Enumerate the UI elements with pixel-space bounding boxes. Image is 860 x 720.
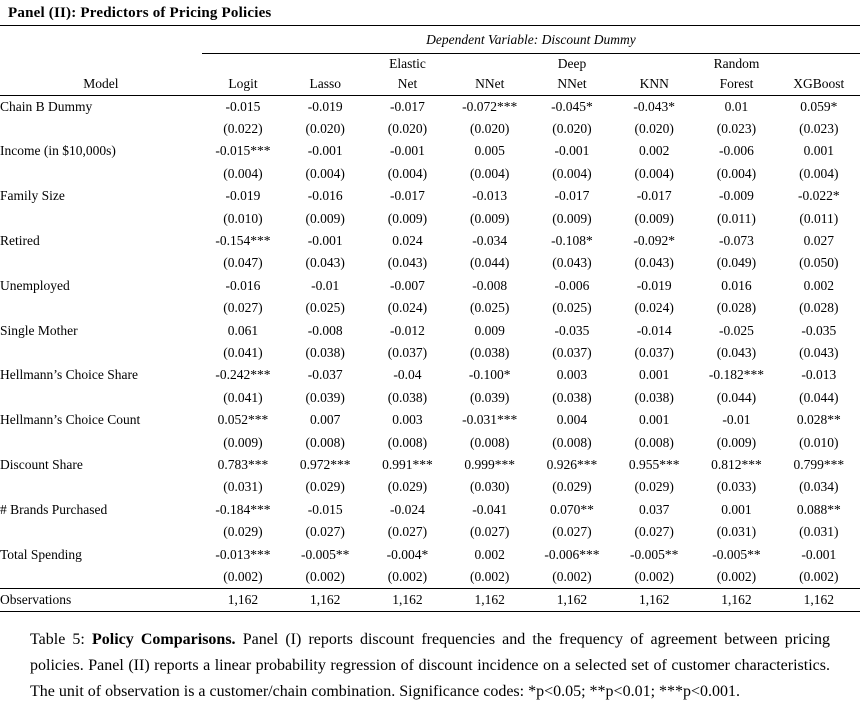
std-error-value: (0.004) [305, 165, 345, 181]
std-error-value: (0.025) [552, 300, 592, 316]
coefficient-value: -0.016 [225, 277, 261, 293]
coefficient-value: -0.006 [554, 277, 590, 293]
std-error-value: (0.020) [552, 121, 592, 137]
std-error-value: (0.041) [223, 344, 263, 360]
std-error-value: (0.002) [552, 568, 592, 584]
coefficient-value: 0.999*** [464, 456, 516, 472]
std-error-value: (0.038) [470, 344, 510, 360]
std-error-value: (0.009) [634, 210, 674, 226]
std-error-value: (0.028) [799, 300, 839, 316]
coefficient-value: -0.019 [225, 188, 261, 204]
coefficient-row [0, 364, 860, 386]
std-error-row [0, 431, 860, 453]
coefficient-value: 0.955*** [628, 456, 680, 472]
coefficient-row [0, 499, 860, 521]
header-spacer [0, 26, 202, 54]
std-error-value: (0.029) [552, 479, 592, 495]
std-error-value: (0.047) [223, 255, 263, 271]
std-error-value: (0.031) [716, 524, 757, 540]
row-spacer [0, 252, 202, 274]
std-error-value: (0.023) [799, 121, 839, 137]
observations-value: 1,162 [556, 591, 588, 607]
std-error-value: (0.010) [799, 434, 839, 450]
std-error-value: (0.027) [305, 524, 345, 540]
coefficient-value: -0.037 [307, 367, 343, 383]
caption-title: Policy Comparisons. [92, 630, 236, 648]
std-error-value: (0.004) [634, 165, 674, 181]
std-error-value: (0.020) [470, 121, 510, 137]
observations-value: 1,162 [474, 591, 505, 607]
coefficient-row [0, 230, 860, 252]
row-spacer [0, 118, 202, 140]
std-error-value: (0.043) [799, 344, 839, 360]
coefficient-value: 0.037 [639, 501, 670, 517]
column-group-label [202, 54, 284, 74]
model-column-header: Model [83, 76, 119, 92]
std-error-value: (0.037) [387, 344, 428, 360]
observations-value: 1,162 [803, 591, 834, 607]
std-error-row [0, 342, 860, 364]
std-error-value: (0.002) [799, 568, 839, 584]
std-error-value: (0.004) [716, 165, 757, 181]
coefficient-value: 0.070** [550, 501, 594, 517]
coefficient-value: -0.009 [719, 188, 754, 204]
std-error-value: (0.009) [470, 210, 510, 226]
std-error-value: (0.027) [223, 300, 263, 316]
std-error-row [0, 521, 860, 543]
variable-label: # Brands Purchased [0, 501, 108, 517]
std-error-value: (0.009) [716, 434, 757, 450]
variable-label: Family Size [0, 188, 65, 204]
variable-label: Hellmann’s Choice Share [0, 367, 138, 383]
coefficient-value: -0.005** [301, 546, 350, 562]
coefficient-value: -0.035 [801, 322, 837, 338]
std-error-value: (0.044) [799, 389, 839, 405]
coefficient-row [0, 319, 860, 341]
variable-label: Retired [0, 233, 40, 249]
column-header: Forest [719, 76, 754, 92]
coefficient-value: 0.027 [803, 233, 834, 249]
column-group-label: Deep [557, 55, 587, 71]
variable-label: Chain B Dummy [0, 98, 93, 114]
coefficient-value: -0.022* [797, 188, 840, 204]
std-error-value: (0.033) [716, 479, 757, 495]
std-error-value: (0.002) [223, 568, 263, 584]
std-error-value: (0.027) [552, 524, 592, 540]
row-spacer [0, 342, 202, 364]
std-error-value: (0.002) [387, 568, 428, 584]
coefficient-value: 0.003 [556, 367, 588, 383]
coefficient-value: -0.001 [307, 233, 343, 249]
coefficient-value: 0.783*** [217, 456, 269, 472]
coefficient-value: -0.001 [801, 546, 837, 562]
column-header: Logit [228, 76, 258, 92]
coefficient-value: -0.013 [472, 188, 508, 204]
std-error-value: (0.031) [799, 524, 839, 540]
std-error-value: (0.029) [305, 479, 345, 495]
coefficient-value: -0.045* [551, 98, 593, 114]
coefficient-value: -0.024 [390, 501, 425, 517]
std-error-value: (0.009) [387, 210, 428, 226]
std-error-value: (0.020) [305, 121, 345, 137]
variable-label: Unemployed [0, 277, 70, 293]
coefficient-value: -0.012 [390, 322, 425, 338]
std-error-value: (0.039) [470, 389, 510, 405]
coefficient-value: -0.015*** [215, 143, 271, 159]
std-error-value: (0.024) [634, 300, 674, 316]
column-group-label [778, 54, 860, 74]
std-error-row [0, 387, 860, 409]
coefficient-value: -0.019 [636, 277, 672, 293]
std-error-value: (0.039) [305, 389, 345, 405]
row-spacer [0, 207, 202, 229]
row-spacer [0, 297, 202, 319]
coefficient-row [0, 409, 860, 431]
coefficient-value: -0.100* [468, 367, 511, 383]
coefficient-value: -0.072*** [462, 98, 518, 114]
variable-label: Income (in $10,000s) [0, 143, 116, 159]
panel-title: Panel (II): Predictors of Pricing Policies [8, 5, 272, 21]
std-error-value: (0.004) [799, 165, 839, 181]
column-header: NNet [475, 76, 505, 92]
std-error-value: (0.004) [470, 165, 510, 181]
coefficient-value: 0.009 [474, 322, 505, 338]
std-error-value: (0.020) [634, 121, 674, 137]
coefficient-value: 0.812*** [711, 456, 762, 472]
coefficient-value: -0.006 [719, 143, 754, 159]
coefficient-value: -0.001 [554, 143, 590, 159]
column-group-label: Random [713, 55, 760, 71]
coefficient-value: 0.001 [721, 501, 752, 517]
std-error-value: (0.024) [387, 300, 428, 316]
std-error-value: (0.029) [634, 479, 674, 495]
coefficient-value: -0.017 [636, 188, 672, 204]
std-error-value: (0.044) [716, 389, 757, 405]
coefficient-value: -0.01 [311, 277, 340, 293]
std-error-value: (0.037) [634, 344, 674, 360]
column-header-row [0, 74, 860, 96]
std-error-value: (0.038) [552, 389, 592, 405]
coefficient-row [0, 140, 860, 162]
std-error-value: (0.008) [470, 434, 510, 450]
coefficient-value: 0.002 [639, 143, 670, 159]
std-error-value: (0.022) [223, 121, 263, 137]
coefficient-value: -0.001 [390, 143, 425, 159]
coefficient-value: 0.061 [227, 322, 259, 338]
std-error-value: (0.038) [305, 344, 345, 360]
row-spacer [0, 431, 202, 453]
coefficient-value: -0.031*** [462, 412, 518, 428]
coefficient-value: 0.799*** [793, 456, 845, 472]
coefficient-value: -0.073 [719, 233, 754, 249]
variable-label: Discount Share [0, 456, 83, 472]
std-error-value: (0.029) [223, 524, 263, 540]
std-error-value: (0.008) [305, 434, 345, 450]
std-error-value: (0.004) [552, 165, 592, 181]
std-error-value: (0.043) [305, 255, 345, 271]
coefficient-value: -0.017 [390, 98, 425, 114]
column-group-label [449, 54, 531, 74]
coefficient-row [0, 454, 860, 476]
std-error-row [0, 163, 860, 185]
column-header: KNN [639, 76, 669, 92]
std-error-value: (0.043) [716, 344, 757, 360]
std-error-value: (0.028) [716, 300, 757, 316]
std-error-value: (0.043) [552, 255, 592, 271]
std-error-value: (0.038) [634, 389, 674, 405]
std-error-value: (0.008) [552, 434, 592, 450]
std-error-value: (0.027) [470, 524, 510, 540]
coefficient-value: -0.015 [307, 501, 343, 517]
std-error-value: (0.010) [223, 210, 263, 226]
coefficient-value: -0.154*** [215, 233, 271, 249]
coefficient-value: 0.002 [474, 546, 505, 562]
coefficient-row [0, 185, 860, 207]
coefficient-value: 0.01 [724, 98, 749, 114]
variable-label: Hellmann’s Choice Count [0, 412, 141, 428]
std-error-value: (0.009) [552, 210, 592, 226]
row-spacer [0, 521, 202, 543]
std-error-row [0, 297, 860, 319]
std-error-value: (0.002) [470, 568, 510, 584]
std-error-value: (0.011) [717, 210, 756, 226]
coefficient-value: -0.184*** [215, 501, 271, 517]
coefficient-value: 0.059* [800, 98, 838, 114]
coefficient-value: 0.002 [803, 277, 834, 293]
coefficient-value: -0.025 [719, 322, 754, 338]
coefficient-value: 0.052*** [217, 412, 269, 428]
coefficient-value: -0.008 [472, 277, 508, 293]
coefficient-value: -0.092* [633, 233, 676, 249]
column-header: XGBoost [793, 76, 845, 92]
caption-body: Panel (I) reports discount frequencies and the frequency of agreement between pricing policies. Panel (II) reports a linear probability regression of discount incidence on a selected set of customer characteristics. The unit of observation is a customer/chain combination. Significance codes: *p<0.05; **p<0.01; ***p<0.001. [30, 630, 831, 700]
std-error-value: (0.041) [223, 389, 263, 405]
header-spacer [0, 54, 202, 74]
row-spacer [0, 163, 202, 185]
coefficient-value: -0.015 [225, 98, 261, 114]
observations-row [0, 588, 860, 611]
variable-label: Single Mother [0, 322, 78, 338]
coefficient-value: -0.043* [633, 98, 676, 114]
coefficient-value: -0.041 [472, 501, 508, 517]
observations-value: 1,162 [310, 591, 341, 607]
std-error-row [0, 118, 860, 140]
table-body [0, 96, 860, 612]
table-header [0, 26, 860, 96]
std-error-value: (0.008) [387, 434, 428, 450]
coefficient-value: 0.024 [392, 233, 423, 249]
std-error-value: (0.030) [470, 479, 510, 495]
std-error-value: (0.043) [634, 255, 674, 271]
coefficient-value: -0.019 [307, 98, 343, 114]
std-error-value: (0.037) [552, 344, 592, 360]
caption-prefix: Table 5: [30, 630, 85, 648]
coefficient-value: 0.001 [803, 143, 834, 159]
coefficient-value: -0.035 [554, 322, 590, 338]
coefficient-value: 0.001 [639, 367, 670, 383]
coefficient-value: -0.017 [554, 188, 590, 204]
regression-table [0, 25, 860, 612]
std-error-value: (0.023) [716, 121, 757, 137]
column-header: NNet [557, 76, 587, 92]
coefficient-value: -0.013 [801, 367, 837, 383]
observations-value: 1,162 [721, 591, 752, 607]
coefficient-value: -0.108* [551, 233, 593, 249]
std-error-value: (0.025) [305, 300, 345, 316]
std-error-value: (0.025) [470, 300, 510, 316]
coefficient-value: -0.017 [390, 188, 425, 204]
std-error-value: (0.009) [223, 434, 263, 450]
std-error-value: (0.020) [387, 121, 428, 137]
coefficient-value: 0.972*** [299, 456, 351, 472]
std-error-value: (0.027) [387, 524, 428, 540]
std-error-value: (0.011) [799, 210, 839, 226]
std-error-value: (0.002) [634, 568, 674, 584]
coefficient-row [0, 275, 860, 297]
coefficient-value: -0.008 [307, 322, 343, 338]
coefficient-value: -0.242*** [215, 367, 271, 383]
coefficient-value: -0.182*** [708, 367, 765, 383]
coefficient-value: -0.006*** [544, 546, 600, 562]
dependent-variable-row [0, 26, 860, 54]
coefficient-value: 0.001 [639, 412, 670, 428]
coefficient-value: -0.007 [390, 277, 425, 293]
std-error-value: (0.009) [305, 210, 345, 226]
coefficient-value: -0.013*** [215, 546, 271, 562]
observations-value: 1,162 [392, 591, 423, 607]
coefficient-value: -0.001 [307, 143, 343, 159]
coefficient-value: -0.005** [630, 546, 679, 562]
std-error-row [0, 476, 860, 498]
coefficient-value: 0.088** [796, 501, 841, 517]
observations-value: 1,162 [639, 591, 670, 607]
coefficient-value: 0.028** [796, 412, 841, 428]
column-header: Lasso [309, 76, 341, 92]
std-error-row [0, 566, 860, 588]
coefficient-value: 0.004 [556, 412, 588, 428]
coefficient-value: 0.003 [392, 412, 423, 428]
std-error-value: (0.027) [634, 524, 674, 540]
column-group-row [0, 54, 860, 74]
column-group-label [284, 54, 366, 74]
coefficient-row [0, 543, 860, 565]
std-error-value: (0.002) [305, 568, 345, 584]
std-error-value: (0.049) [716, 255, 757, 271]
std-error-value: (0.050) [799, 255, 839, 271]
std-error-value: (0.004) [223, 165, 263, 181]
coefficient-value: -0.004* [386, 546, 429, 562]
std-error-value: (0.031) [223, 479, 263, 495]
coefficient-value: 0.007 [310, 412, 341, 428]
std-error-row [0, 252, 860, 274]
row-spacer [0, 566, 202, 588]
std-error-value: (0.002) [716, 568, 757, 584]
std-error-row [0, 207, 860, 229]
column-group-label: Elastic [389, 55, 426, 71]
coefficient-row [0, 96, 860, 118]
std-error-value: (0.004) [387, 165, 428, 181]
variable-label: Total Spending [0, 546, 82, 562]
std-error-value: (0.038) [387, 389, 428, 405]
std-error-value: (0.044) [470, 255, 510, 271]
coefficient-value: -0.005** [712, 546, 761, 562]
column-group-label [613, 54, 695, 74]
row-spacer [0, 387, 202, 409]
dependent-variable-header: Dependent Variable: Discount Dummy [202, 26, 860, 54]
std-error-value: (0.043) [387, 255, 428, 271]
std-error-value: (0.008) [634, 434, 674, 450]
column-header: Net [397, 76, 418, 92]
coefficient-value: 0.005 [474, 143, 505, 159]
observations-value: 1,162 [227, 591, 259, 607]
coefficient-value: -0.01 [722, 412, 751, 428]
coefficient-value: -0.016 [307, 188, 343, 204]
table-caption [30, 627, 830, 705]
coefficient-value: -0.04 [393, 367, 422, 383]
row-spacer [0, 476, 202, 498]
coefficient-value: -0.014 [636, 322, 672, 338]
coefficient-value: 0.991*** [382, 456, 433, 472]
coefficient-value: -0.034 [472, 233, 508, 249]
std-error-value: (0.029) [387, 479, 428, 495]
coefficient-value: 0.926*** [546, 456, 598, 472]
coefficient-value: 0.016 [721, 277, 752, 293]
observations-label: Observations [0, 591, 72, 607]
std-error-value: (0.034) [799, 479, 839, 495]
